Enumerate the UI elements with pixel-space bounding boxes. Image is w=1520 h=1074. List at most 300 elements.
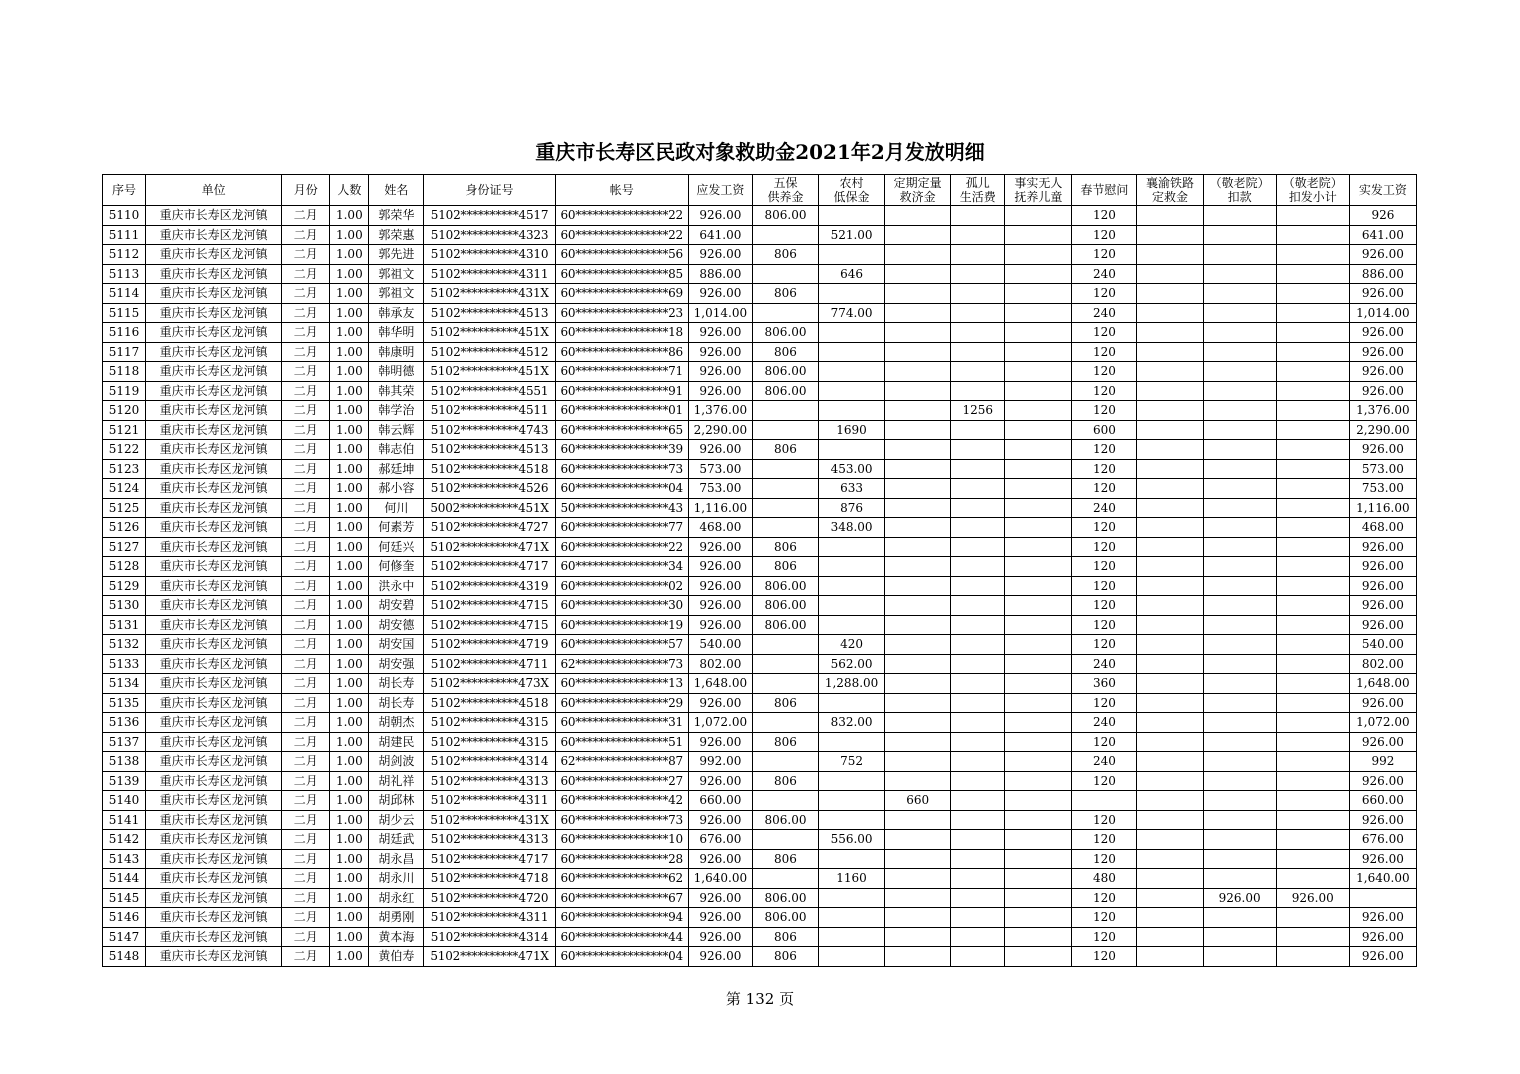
- cell-unit: 重庆市长寿区龙河镇: [146, 401, 282, 421]
- cell-shishi: [1005, 635, 1072, 655]
- table-row: [103, 498, 1417, 518]
- cell-wubao: 806.00: [752, 908, 818, 928]
- cell-guer: [951, 830, 1005, 850]
- cell-dibao: 633: [819, 479, 885, 499]
- cell-account: 60****************04: [555, 479, 688, 499]
- cell-guer: [951, 518, 1005, 538]
- cell-account: 60****************77: [555, 518, 688, 538]
- cell-month: 二月: [282, 713, 330, 733]
- cell-dibao: [819, 362, 885, 382]
- cell-deduct: [1203, 752, 1276, 772]
- cell-guer: [951, 498, 1005, 518]
- cell-account: 60****************13: [555, 674, 688, 694]
- cell-guer: [951, 342, 1005, 362]
- cell-actual: [1349, 888, 1416, 908]
- cell-name: 郭祖文: [369, 264, 424, 284]
- cell-dibao: [819, 927, 885, 947]
- cell-seq: 5132: [103, 635, 146, 655]
- cell-name: 郭先进: [369, 245, 424, 265]
- cell-deduct: [1203, 908, 1276, 928]
- cell-count: 1.00: [330, 206, 369, 226]
- cell-dingqi: [885, 908, 951, 928]
- cell-railway: [1137, 459, 1203, 479]
- cell-deduct: [1203, 596, 1276, 616]
- cell-shishi: [1005, 498, 1072, 518]
- cell-actual: 1,014.00: [1349, 303, 1416, 323]
- cell-account: 60****************27: [555, 771, 688, 791]
- cell-account: 60****************85: [555, 264, 688, 284]
- cell-unit: 重庆市长寿区龙河镇: [146, 908, 282, 928]
- cell-spring: 120: [1072, 479, 1137, 499]
- cell-seq: 5112: [103, 245, 146, 265]
- cell-railway: [1137, 557, 1203, 577]
- cell-payable: 573.00: [688, 459, 752, 479]
- cell-subtotal: [1276, 459, 1349, 479]
- cell-deduct: [1203, 849, 1276, 869]
- cell-count: 1.00: [330, 771, 369, 791]
- cell-count: 1.00: [330, 342, 369, 362]
- cell-deduct: [1203, 947, 1276, 967]
- cell-dingqi: [885, 654, 951, 674]
- cell-account: 60****************19: [555, 615, 688, 635]
- table-row: [103, 947, 1417, 967]
- cell-dingqi: [885, 732, 951, 752]
- cell-count: 1.00: [330, 596, 369, 616]
- cell-payable: 926.00: [688, 810, 752, 830]
- cell-railway: [1137, 498, 1203, 518]
- cell-month: 二月: [282, 518, 330, 538]
- cell-idcard: 5102**********4511: [424, 401, 555, 421]
- cell-seq: 5130: [103, 596, 146, 616]
- cell-shishi: [1005, 615, 1072, 635]
- cell-count: 1.00: [330, 264, 369, 284]
- cell-account: 60****************69: [555, 284, 688, 304]
- cell-unit: 重庆市长寿区龙河镇: [146, 576, 282, 596]
- table-row: [103, 810, 1417, 830]
- cell-railway: [1137, 908, 1203, 928]
- cell-actual: 926.00: [1349, 596, 1416, 616]
- cell-spring: 120: [1072, 245, 1137, 265]
- cell-shishi: [1005, 284, 1072, 304]
- table-row: [103, 303, 1417, 323]
- cell-guer: [951, 284, 1005, 304]
- cell-dingqi: [885, 498, 951, 518]
- cell-dingqi: [885, 342, 951, 362]
- cell-guer: [951, 927, 1005, 947]
- cell-month: 二月: [282, 635, 330, 655]
- cell-railway: [1137, 479, 1203, 499]
- cell-unit: 重庆市长寿区龙河镇: [146, 323, 282, 343]
- cell-month: 二月: [282, 615, 330, 635]
- cell-shishi: [1005, 713, 1072, 733]
- cell-seq: 5113: [103, 264, 146, 284]
- cell-railway: [1137, 732, 1203, 752]
- cell-account: 60****************65: [555, 420, 688, 440]
- cell-account: 60****************94: [555, 908, 688, 928]
- cell-shishi: [1005, 888, 1072, 908]
- cell-unit: 重庆市长寿区龙河镇: [146, 498, 282, 518]
- column-header-month: 月份: [282, 175, 330, 206]
- cell-account: 60****************02: [555, 576, 688, 596]
- cell-guer: [951, 381, 1005, 401]
- table-row: [103, 362, 1417, 382]
- table-header-row: [103, 175, 1417, 206]
- cell-wubao: [752, 752, 818, 772]
- cell-deduct: [1203, 440, 1276, 460]
- cell-subtotal: [1276, 713, 1349, 733]
- cell-railway: [1137, 225, 1203, 245]
- column-header-railway: 襄渝铁路 定救金: [1137, 175, 1203, 206]
- cell-subtotal: [1276, 245, 1349, 265]
- cell-unit: 重庆市长寿区龙河镇: [146, 635, 282, 655]
- cell-guer: [951, 537, 1005, 557]
- cell-subtotal: [1276, 596, 1349, 616]
- cell-payable: 802.00: [688, 654, 752, 674]
- cell-payable: 1,648.00: [688, 674, 752, 694]
- cell-spring: 120: [1072, 225, 1137, 245]
- cell-account: 60****************67: [555, 888, 688, 908]
- cell-idcard: 5102**********4319: [424, 576, 555, 596]
- cell-spring: 120: [1072, 596, 1137, 616]
- cell-unit: 重庆市长寿区龙河镇: [146, 362, 282, 382]
- table-row: [103, 927, 1417, 947]
- column-header-idcard: 身份证号: [424, 175, 555, 206]
- cell-name: 韩志伯: [369, 440, 424, 460]
- cell-idcard: 5102**********4313: [424, 771, 555, 791]
- cell-month: 二月: [282, 362, 330, 382]
- cell-account: 60****************04: [555, 947, 688, 967]
- cell-shishi: [1005, 362, 1072, 382]
- cell-railway: [1137, 849, 1203, 869]
- cell-shishi: [1005, 596, 1072, 616]
- cell-deduct: [1203, 401, 1276, 421]
- cell-guer: [951, 713, 1005, 733]
- cell-dibao: 832.00: [819, 713, 885, 733]
- table-row: [103, 791, 1417, 811]
- cell-unit: 重庆市长寿区龙河镇: [146, 245, 282, 265]
- cell-dibao: 1690: [819, 420, 885, 440]
- cell-unit: 重庆市长寿区龙河镇: [146, 869, 282, 889]
- cell-deduct: [1203, 420, 1276, 440]
- cell-payable: 660.00: [688, 791, 752, 811]
- cell-month: 二月: [282, 771, 330, 791]
- cell-subtotal: [1276, 342, 1349, 362]
- cell-month: 二月: [282, 927, 330, 947]
- cell-name: 韩康明: [369, 342, 424, 362]
- cell-idcard: 5102**********4717: [424, 849, 555, 869]
- cell-unit: 重庆市长寿区龙河镇: [146, 264, 282, 284]
- table-row: [103, 479, 1417, 499]
- cell-railway: [1137, 401, 1203, 421]
- cell-railway: [1137, 771, 1203, 791]
- cell-account: 60****************31: [555, 713, 688, 733]
- cell-unit: 重庆市长寿区龙河镇: [146, 381, 282, 401]
- cell-idcard: 5102**********4517: [424, 206, 555, 226]
- cell-name: 胡永川: [369, 869, 424, 889]
- cell-payable: 2,290.00: [688, 420, 752, 440]
- cell-subtotal: [1276, 479, 1349, 499]
- cell-name: 郝小容: [369, 479, 424, 499]
- cell-spring: 120: [1072, 440, 1137, 460]
- cell-spring: 120: [1072, 732, 1137, 752]
- cell-count: 1.00: [330, 401, 369, 421]
- cell-subtotal: [1276, 381, 1349, 401]
- cell-unit: 重庆市长寿区龙河镇: [146, 342, 282, 362]
- cell-actual: 926.00: [1349, 537, 1416, 557]
- cell-seq: 5133: [103, 654, 146, 674]
- cell-seq: 5143: [103, 849, 146, 869]
- cell-shishi: [1005, 830, 1072, 850]
- cell-dingqi: [885, 810, 951, 830]
- cell-dingqi: [885, 381, 951, 401]
- cell-railway: [1137, 752, 1203, 772]
- cell-wubao: 806: [752, 284, 818, 304]
- cell-spring: 240: [1072, 498, 1137, 518]
- cell-railway: [1137, 635, 1203, 655]
- cell-unit: 重庆市长寿区龙河镇: [146, 206, 282, 226]
- cell-dibao: [819, 284, 885, 304]
- cell-guer: [951, 225, 1005, 245]
- cell-count: 1.00: [330, 245, 369, 265]
- cell-subtotal: [1276, 557, 1349, 577]
- table-row: [103, 342, 1417, 362]
- cell-guer: [951, 791, 1005, 811]
- cell-subtotal: [1276, 401, 1349, 421]
- cell-count: 1.00: [330, 635, 369, 655]
- column-header-seq: 序号: [103, 175, 146, 206]
- cell-payable: 926.00: [688, 732, 752, 752]
- cell-payable: 540.00: [688, 635, 752, 655]
- cell-count: 1.00: [330, 791, 369, 811]
- cell-subtotal: [1276, 830, 1349, 850]
- cell-actual: 926.00: [1349, 362, 1416, 382]
- cell-actual: 926.00: [1349, 849, 1416, 869]
- cell-deduct: [1203, 869, 1276, 889]
- cell-deduct: [1203, 479, 1276, 499]
- cell-month: 二月: [282, 303, 330, 323]
- cell-dibao: 1160: [819, 869, 885, 889]
- cell-spring: 120: [1072, 888, 1137, 908]
- cell-dibao: [819, 908, 885, 928]
- cell-unit: 重庆市长寿区龙河镇: [146, 732, 282, 752]
- cell-dingqi: [885, 479, 951, 499]
- cell-shishi: [1005, 791, 1072, 811]
- cell-shishi: [1005, 342, 1072, 362]
- cell-deduct: [1203, 537, 1276, 557]
- cell-subtotal: [1276, 869, 1349, 889]
- cell-name: 胡建民: [369, 732, 424, 752]
- cell-shishi: [1005, 654, 1072, 674]
- cell-count: 1.00: [330, 284, 369, 304]
- cell-actual: 1,072.00: [1349, 713, 1416, 733]
- cell-account: 60****************56: [555, 245, 688, 265]
- cell-deduct: [1203, 518, 1276, 538]
- cell-spring: 240: [1072, 303, 1137, 323]
- cell-dingqi: [885, 830, 951, 850]
- cell-dibao: [819, 342, 885, 362]
- cell-shishi: [1005, 401, 1072, 421]
- cell-deduct: [1203, 693, 1276, 713]
- cell-dibao: [819, 791, 885, 811]
- cell-payable: 926.00: [688, 342, 752, 362]
- table-row: [103, 401, 1417, 421]
- cell-unit: 重庆市长寿区龙河镇: [146, 849, 282, 869]
- cell-wubao: 806.00: [752, 206, 818, 226]
- cell-account: 62****************87: [555, 752, 688, 772]
- cell-subtotal: [1276, 264, 1349, 284]
- cell-deduct: [1203, 654, 1276, 674]
- cell-name: 郝廷坤: [369, 459, 424, 479]
- cell-subtotal: [1276, 615, 1349, 635]
- cell-unit: 重庆市长寿区龙河镇: [146, 674, 282, 694]
- cell-month: 二月: [282, 381, 330, 401]
- cell-wubao: 806: [752, 849, 818, 869]
- cell-guer: [951, 869, 1005, 889]
- cell-guer: [951, 732, 1005, 752]
- cell-name: 何修奎: [369, 557, 424, 577]
- cell-spring: 120: [1072, 771, 1137, 791]
- cell-spring: 240: [1072, 752, 1137, 772]
- cell-name: 郭荣惠: [369, 225, 424, 245]
- cell-spring: 120: [1072, 635, 1137, 655]
- cell-subtotal: [1276, 849, 1349, 869]
- cell-seq: 5121: [103, 420, 146, 440]
- cell-shishi: [1005, 947, 1072, 967]
- cell-month: 二月: [282, 323, 330, 343]
- table-row: [103, 576, 1417, 596]
- cell-payable: 926.00: [688, 888, 752, 908]
- cell-payable: 1,376.00: [688, 401, 752, 421]
- cell-idcard: 5102**********4719: [424, 635, 555, 655]
- cell-spring: 120: [1072, 927, 1137, 947]
- cell-guer: [951, 674, 1005, 694]
- cell-wubao: 806.00: [752, 888, 818, 908]
- cell-wubao: 806: [752, 537, 818, 557]
- cell-idcard: 5102**********4518: [424, 459, 555, 479]
- cell-shishi: [1005, 440, 1072, 460]
- cell-name: 韩云辉: [369, 420, 424, 440]
- cell-railway: [1137, 830, 1203, 850]
- cell-subtotal: [1276, 927, 1349, 947]
- cell-seq: 5119: [103, 381, 146, 401]
- cell-name: 何廷兴: [369, 537, 424, 557]
- cell-seq: 5120: [103, 401, 146, 421]
- cell-payable: 1,014.00: [688, 303, 752, 323]
- cell-dibao: 752: [819, 752, 885, 772]
- cell-dibao: 774.00: [819, 303, 885, 323]
- cell-guer: [951, 362, 1005, 382]
- cell-seq: 5111: [103, 225, 146, 245]
- column-header-payable: 应发工资: [688, 175, 752, 206]
- cell-account: 60****************22: [555, 206, 688, 226]
- cell-payable: 926.00: [688, 576, 752, 596]
- cell-subtotal: [1276, 518, 1349, 538]
- cell-count: 1.00: [330, 557, 369, 577]
- cell-dingqi: [885, 323, 951, 343]
- cell-actual: 540.00: [1349, 635, 1416, 655]
- cell-dibao: [819, 810, 885, 830]
- table-row: [103, 440, 1417, 460]
- cell-unit: 重庆市长寿区龙河镇: [146, 947, 282, 967]
- cell-payable: 926.00: [688, 771, 752, 791]
- cell-wubao: [752, 303, 818, 323]
- cell-subtotal: [1276, 284, 1349, 304]
- cell-count: 1.00: [330, 518, 369, 538]
- cell-count: 1.00: [330, 459, 369, 479]
- table-body: [103, 206, 1417, 967]
- cell-month: 二月: [282, 947, 330, 967]
- cell-name: 郭祖文: [369, 284, 424, 304]
- column-header-dingqi: 定期定量 救济金: [885, 175, 951, 206]
- cell-subtotal: [1276, 225, 1349, 245]
- cell-actual: 926.00: [1349, 245, 1416, 265]
- cell-guer: [951, 947, 1005, 967]
- cell-count: 1.00: [330, 693, 369, 713]
- cell-subtotal: [1276, 791, 1349, 811]
- cell-shishi: [1005, 264, 1072, 284]
- cell-spring: 120: [1072, 693, 1137, 713]
- cell-name: 韩华明: [369, 323, 424, 343]
- cell-seq: 5140: [103, 791, 146, 811]
- cell-seq: 5125: [103, 498, 146, 518]
- table-row: [103, 869, 1417, 889]
- table-row: [103, 654, 1417, 674]
- cell-dingqi: [885, 401, 951, 421]
- cell-wubao: [752, 869, 818, 889]
- cell-payable: 926.00: [688, 849, 752, 869]
- cell-subtotal: [1276, 752, 1349, 772]
- cell-wubao: 806.00: [752, 362, 818, 382]
- cell-account: 60****************28: [555, 849, 688, 869]
- cell-account: 60****************44: [555, 927, 688, 947]
- cell-guer: [951, 479, 1005, 499]
- cell-seq: 5126: [103, 518, 146, 538]
- cell-payable: 926.00: [688, 927, 752, 947]
- cell-guer: [951, 245, 1005, 265]
- cell-name: 胡长寿: [369, 693, 424, 713]
- cell-name: 韩学治: [369, 401, 424, 421]
- cell-deduct: [1203, 498, 1276, 518]
- table-row: [103, 713, 1417, 733]
- cell-actual: 926.00: [1349, 440, 1416, 460]
- cell-dingqi: [885, 206, 951, 226]
- cell-dingqi: [885, 888, 951, 908]
- cell-shishi: [1005, 479, 1072, 499]
- column-header-name: 姓名: [369, 175, 424, 206]
- column-header-guer: 孤儿 生活费: [951, 175, 1005, 206]
- cell-name: 胡长寿: [369, 674, 424, 694]
- cell-month: 二月: [282, 752, 330, 772]
- cell-count: 1.00: [330, 225, 369, 245]
- column-header-actual: 实发工资: [1349, 175, 1416, 206]
- cell-account: 60****************22: [555, 225, 688, 245]
- cell-payable: 926.00: [688, 362, 752, 382]
- cell-seq: 5138: [103, 752, 146, 772]
- cell-seq: 5127: [103, 537, 146, 557]
- cell-payable: 926.00: [688, 908, 752, 928]
- cell-account: 60****************51: [555, 732, 688, 752]
- cell-seq: 5137: [103, 732, 146, 752]
- cell-railway: [1137, 420, 1203, 440]
- cell-wubao: 806: [752, 440, 818, 460]
- table-row: [103, 771, 1417, 791]
- cell-subtotal: [1276, 635, 1349, 655]
- cell-spring: 120: [1072, 362, 1137, 382]
- cell-account: 60****************01: [555, 401, 688, 421]
- cell-shishi: [1005, 420, 1072, 440]
- cell-unit: 重庆市长寿区龙河镇: [146, 459, 282, 479]
- cell-wubao: [752, 420, 818, 440]
